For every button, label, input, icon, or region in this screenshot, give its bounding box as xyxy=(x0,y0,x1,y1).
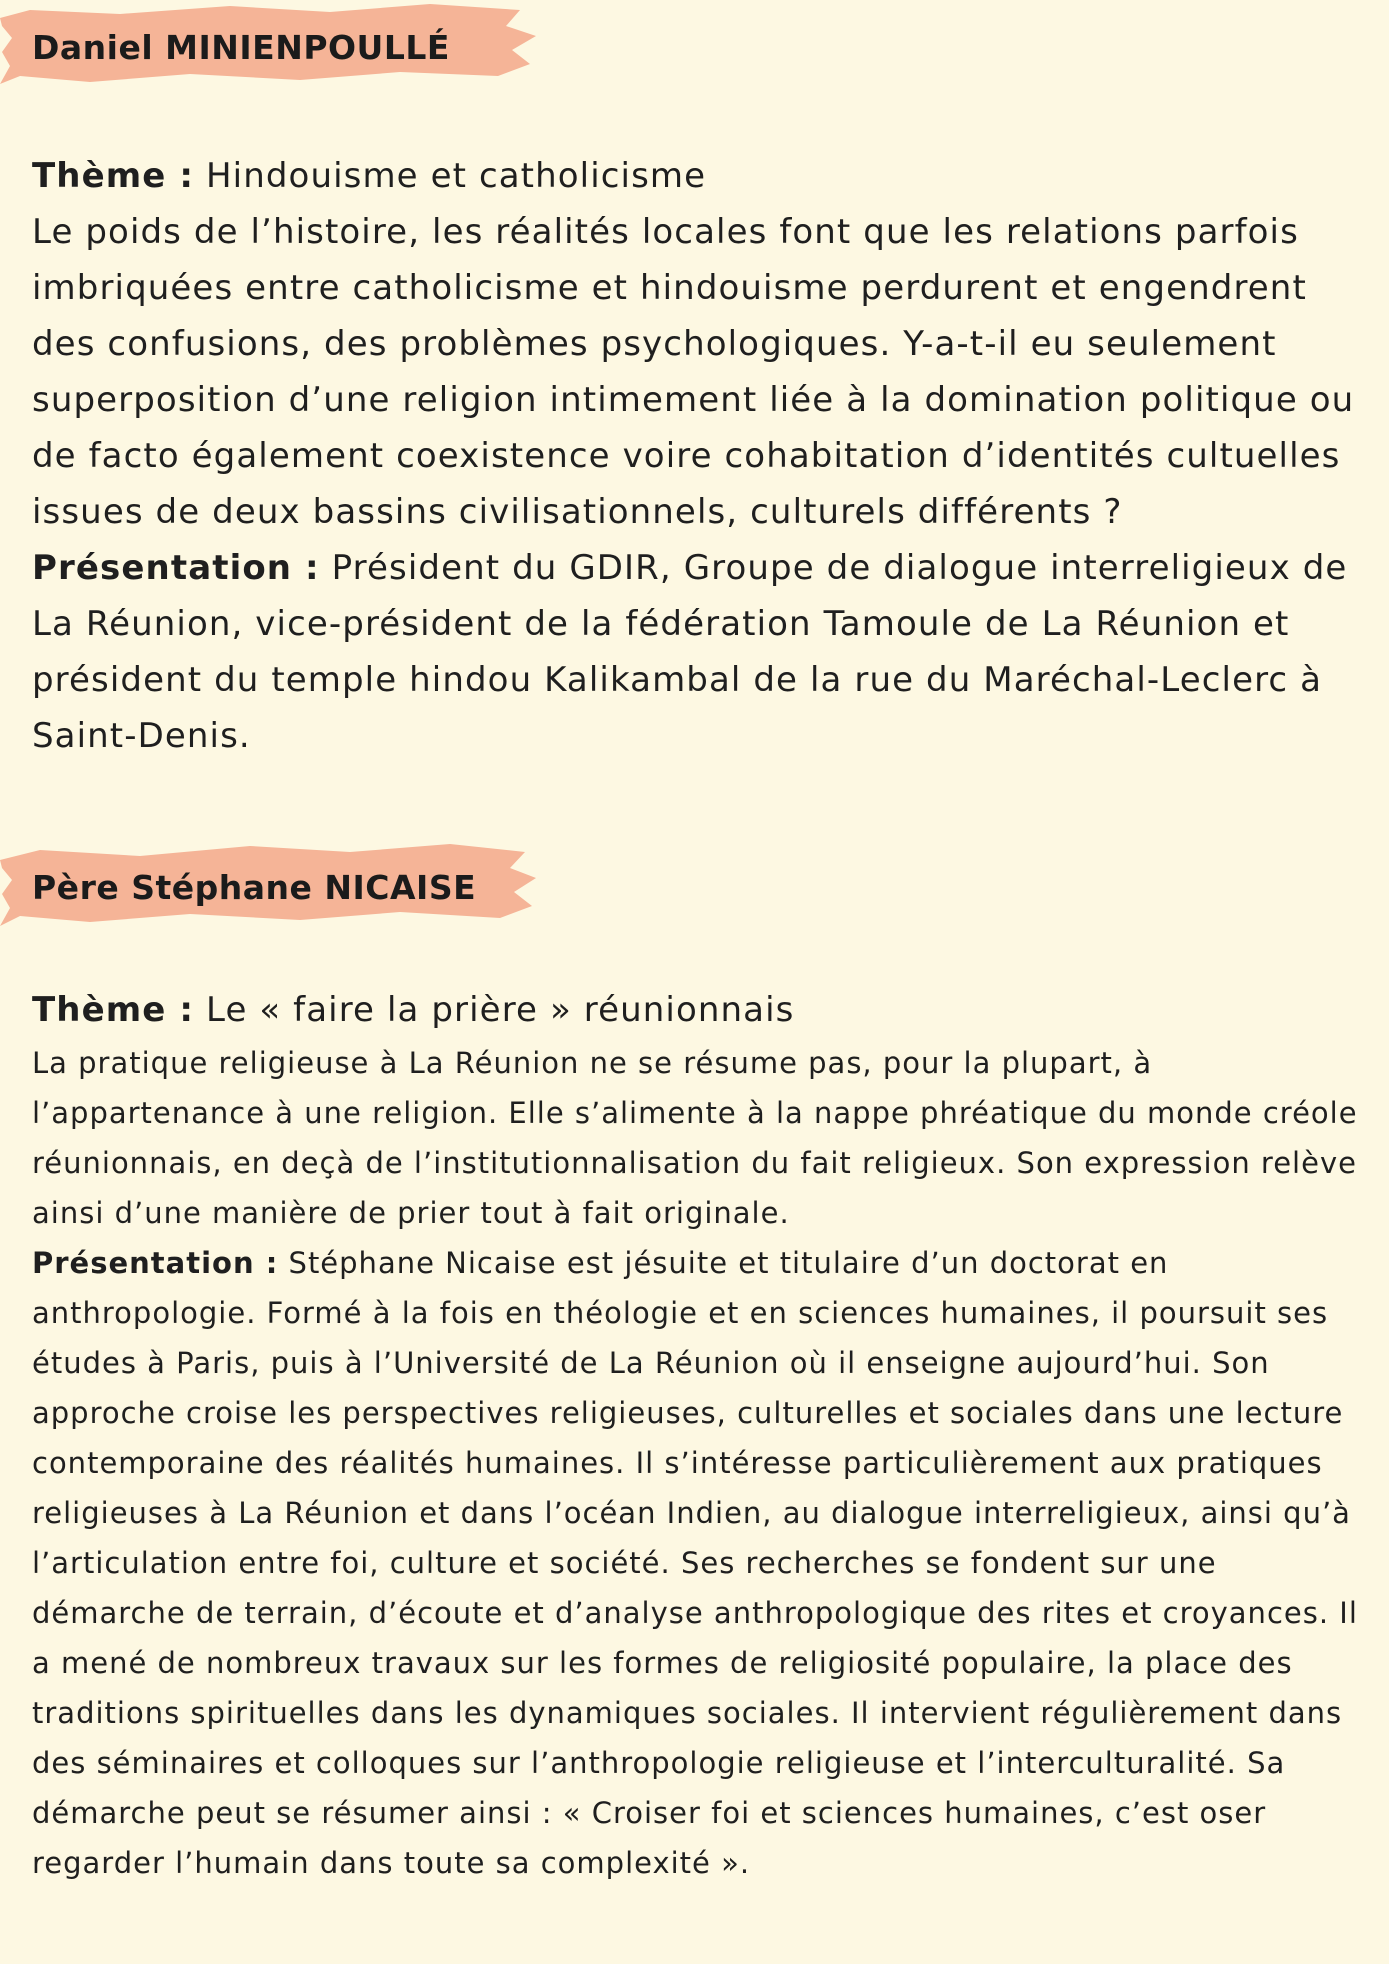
presentation-text: Président du GDIR, Groupe de dialogue interreligieux de La Réunion, vice-président de la fédération Tamoule de La Réunion et président du temple hindou Kalikambal de la rue du Maréchal-Leclerc à Saint-Denis. xyxy=(32,548,1348,756)
theme-value: Le « faire la prière » réunionnais xyxy=(206,990,795,1030)
speaker-details xyxy=(32,982,1372,1888)
presentation-paragraph xyxy=(32,540,1372,764)
speaker-section-1 xyxy=(0,0,1389,764)
presentation-text: Stéphane Nicaise est jésuite et titulaire d’un doctorat en anthropologie. Formé à la fois en théologie et en sciences humaines, il poursuit ses études à Paris, puis à l’Université de La Réunion où il enseigne aujourd’hui. Son approche croise les perspectives religieuses, culturelles et sociales dans une lecture contemporaine des réalités humaines. Il s’intéresse particulièrement aux pratiques religieuses à La Réunion et dans l’océan Indien, au dialogue interreligieux, ainsi qu’à l’articulation entre foi, culture et société. Ses recherches se fondent sur une démarche de terrain, d’écoute et d’analyse anthropologique des rites et croyances. Il a mené de nombreux travaux sur les formes de religiosité populaire, la place des traditions spirituelles dans les dynamiques sociales. Il intervient régulièrement dans des séminaires et colloques sur l’anthropologie religieuse et l’interculturalité. Sa démarche peut se résumer ainsi : « Croiser foi et sciences humaines, c’est oser regarder l’humain dans toute sa complexité ». xyxy=(32,1246,1358,1880)
speaker-name: Père Stéphane NICAISE xyxy=(32,868,477,907)
speaker-details xyxy=(32,148,1372,764)
theme-description: Le poids de l’histoire, les réalités locales font que les relations parfois imbriquées entre catholicisme et hindouisme perdurent et engendrent des confusions, des problèmes psychologiques. Y-a-t-il eu seulement superposition d’une religion intimement liée à la domination politique ou de facto également coexistence voire cohabitation d’identités cultuelles issues de deux bassins civilisationnels, culturels différents ? xyxy=(32,212,1355,532)
theme-line xyxy=(32,148,1372,204)
theme-description: La pratique religieuse à La Réunion ne se résume pas, pour la plupart, à l’appartenance à une religion. Elle s’alimente à la nappe phréatique du monde créole réunionnais, en deçà de l’institutionnalisation du fait religieux. Son expression relève ainsi d’une manière de prier tout à fait originale. xyxy=(32,1046,1358,1230)
presentation-label: Présentation : xyxy=(32,1246,279,1280)
speaker-name-tag xyxy=(0,840,540,930)
speaker-section-2 xyxy=(0,840,1389,1888)
theme-value: Hindouisme et catholicisme xyxy=(206,156,707,196)
speaker-name-tag xyxy=(0,0,540,90)
speaker-name: Daniel MINIENPOULLÉ xyxy=(32,28,450,67)
theme-line xyxy=(32,982,1372,1038)
theme-label: Thème : xyxy=(32,156,195,196)
presentation-paragraph xyxy=(32,1238,1372,1888)
presentation-label: Présentation : xyxy=(32,548,320,588)
theme-label: Thème : xyxy=(32,990,195,1030)
